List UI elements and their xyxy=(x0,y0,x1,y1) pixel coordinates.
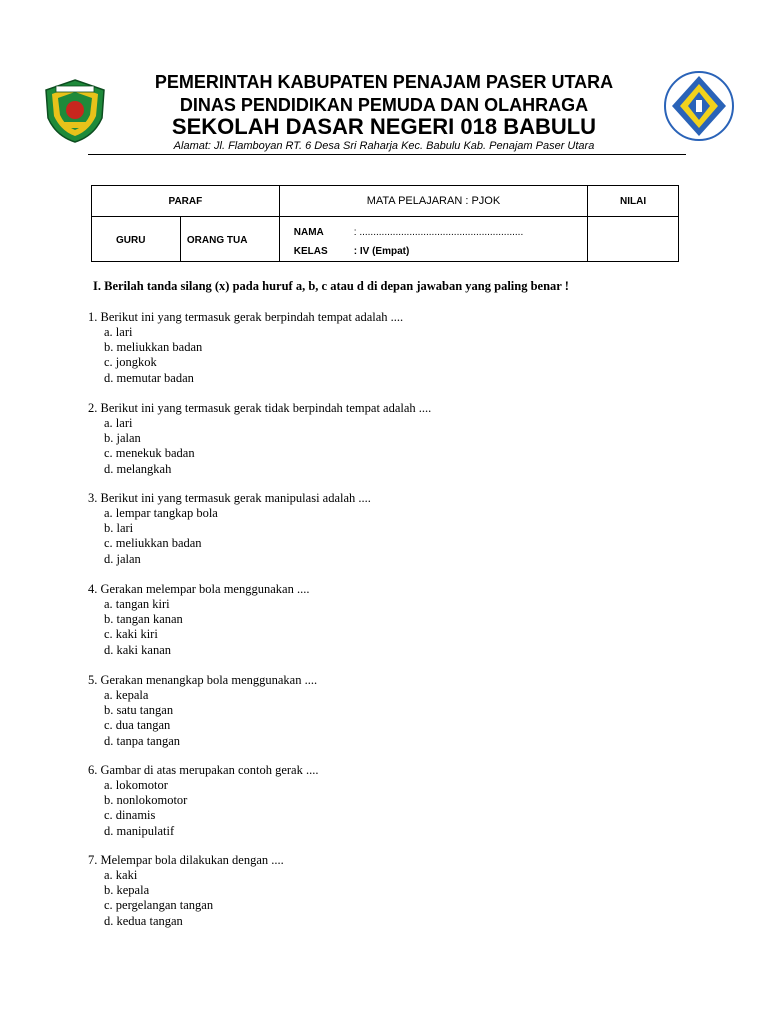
answer-option[interactable]: d. melangkah xyxy=(104,461,172,476)
answer-option[interactable]: d. kedua tangan xyxy=(104,913,183,928)
question-item xyxy=(88,401,431,477)
question-item xyxy=(88,673,317,749)
answer-option[interactable]: a. tangan kiri xyxy=(104,597,170,611)
answer-option[interactable]: a. lokomotor xyxy=(104,778,168,792)
answer-option[interactable]: d. kaki kanan xyxy=(104,642,171,657)
question-stem: 1. Berikut ini yang termasuk gerak berpindah tempat adalah .... xyxy=(88,310,404,324)
answer-option[interactable]: a. kaki xyxy=(104,868,138,882)
question-stem: 2. Berikut ini yang termasuk gerak tidak berpindah tempat adalah .... xyxy=(88,401,432,415)
header-divider xyxy=(88,154,686,155)
answer-option[interactable]: c. dua tangan xyxy=(104,718,171,733)
question-item xyxy=(88,763,318,839)
document-header xyxy=(0,0,768,160)
header-department: DINAS PENDIDIKAN PEMUDA DAN OLAHRAGA xyxy=(179,95,589,115)
answer-option[interactable]: d. manipulatif xyxy=(104,823,175,838)
question-item xyxy=(88,491,371,567)
question-item xyxy=(88,310,403,386)
subject-header: MATA PELAJARAN : PJOK xyxy=(279,186,587,217)
question-item xyxy=(88,582,309,658)
answer-option[interactable]: a. kepala xyxy=(104,688,149,702)
parent-label: ORANG TUA xyxy=(186,234,248,246)
question-stem: 6. Gambar di atas merupakan contoh gerak .... xyxy=(88,763,319,777)
answer-option[interactable]: d. tanpa tangan xyxy=(104,733,181,748)
answer-option[interactable]: b. satu tangan xyxy=(104,703,174,718)
answer-option[interactable]: b. jalan xyxy=(104,431,141,446)
answer-option[interactable]: b. lari xyxy=(104,521,134,536)
name-label: NAMA xyxy=(293,227,324,238)
answer-option[interactable]: c. kaki kiri xyxy=(104,627,158,642)
teacher-signature-cell[interactable] xyxy=(92,217,181,262)
answer-option[interactable]: d. memutar badan xyxy=(104,370,194,385)
class-label: KELAS xyxy=(293,246,328,257)
answer-option[interactable]: d. jalan xyxy=(104,551,141,566)
answer-option[interactable]: a. lari xyxy=(104,325,133,339)
student-identity-cell xyxy=(279,217,587,262)
answer-option[interactable]: c. dinamis xyxy=(104,808,156,823)
answer-option[interactable]: b. kepala xyxy=(104,883,150,898)
question-stem: 4. Gerakan melempar bola menggunakan .... xyxy=(88,582,310,596)
answer-option[interactable]: b. nonlokomotor xyxy=(104,793,188,808)
score-header: NILAI xyxy=(588,186,679,217)
answer-option[interactable]: b. tangan kanan xyxy=(104,612,183,627)
answer-option[interactable]: c. pergelangan tangan xyxy=(104,898,214,913)
question-item xyxy=(88,853,284,929)
question-stem: 5. Gerakan menangkap bola menggunakan .... xyxy=(88,673,318,687)
paraf-header: PARAF xyxy=(92,186,280,217)
header-address: Alamat: Jl. Flamboyan RT. 6 Desa Sri Raharja Kec. Babulu Kab. Penajam Paser Utara xyxy=(173,140,595,152)
answer-option[interactable]: c. meliukkan badan xyxy=(104,536,202,551)
answer-option[interactable]: a. lari xyxy=(104,416,133,430)
teacher-label: GURU xyxy=(116,234,146,246)
identity-table xyxy=(91,185,679,262)
name-field[interactable]: : ........................................................... xyxy=(353,227,524,238)
answer-option[interactable]: b. meliukkan badan xyxy=(104,340,203,355)
answer-option[interactable]: c. jongkok xyxy=(104,355,157,370)
answer-option[interactable]: c. menekuk badan xyxy=(104,446,195,461)
instruction-text: I. Berilah tanda silang (x) pada huruf a, b, c atau d di depan jawaban yang paling benar ! xyxy=(93,279,569,293)
score-cell[interactable] xyxy=(588,217,679,262)
answer-option[interactable]: a. lempar tangkap bola xyxy=(104,506,218,520)
tut-wuri-handayani-icon xyxy=(660,70,738,142)
class-value: : IV (Empat) xyxy=(353,246,410,257)
header-school-name: SEKOLAH DASAR NEGERI 018 BABULU xyxy=(171,114,597,139)
header-government: PEMERINTAH KABUPATEN PENAJAM PASER UTARA xyxy=(154,72,614,92)
parent-signature-cell[interactable] xyxy=(180,217,279,262)
question-stem: 7. Melempar bola dilakukan dengan .... xyxy=(88,853,284,867)
question-stem: 3. Berikut ini yang termasuk gerak manipulasi adalah .... xyxy=(88,491,371,505)
